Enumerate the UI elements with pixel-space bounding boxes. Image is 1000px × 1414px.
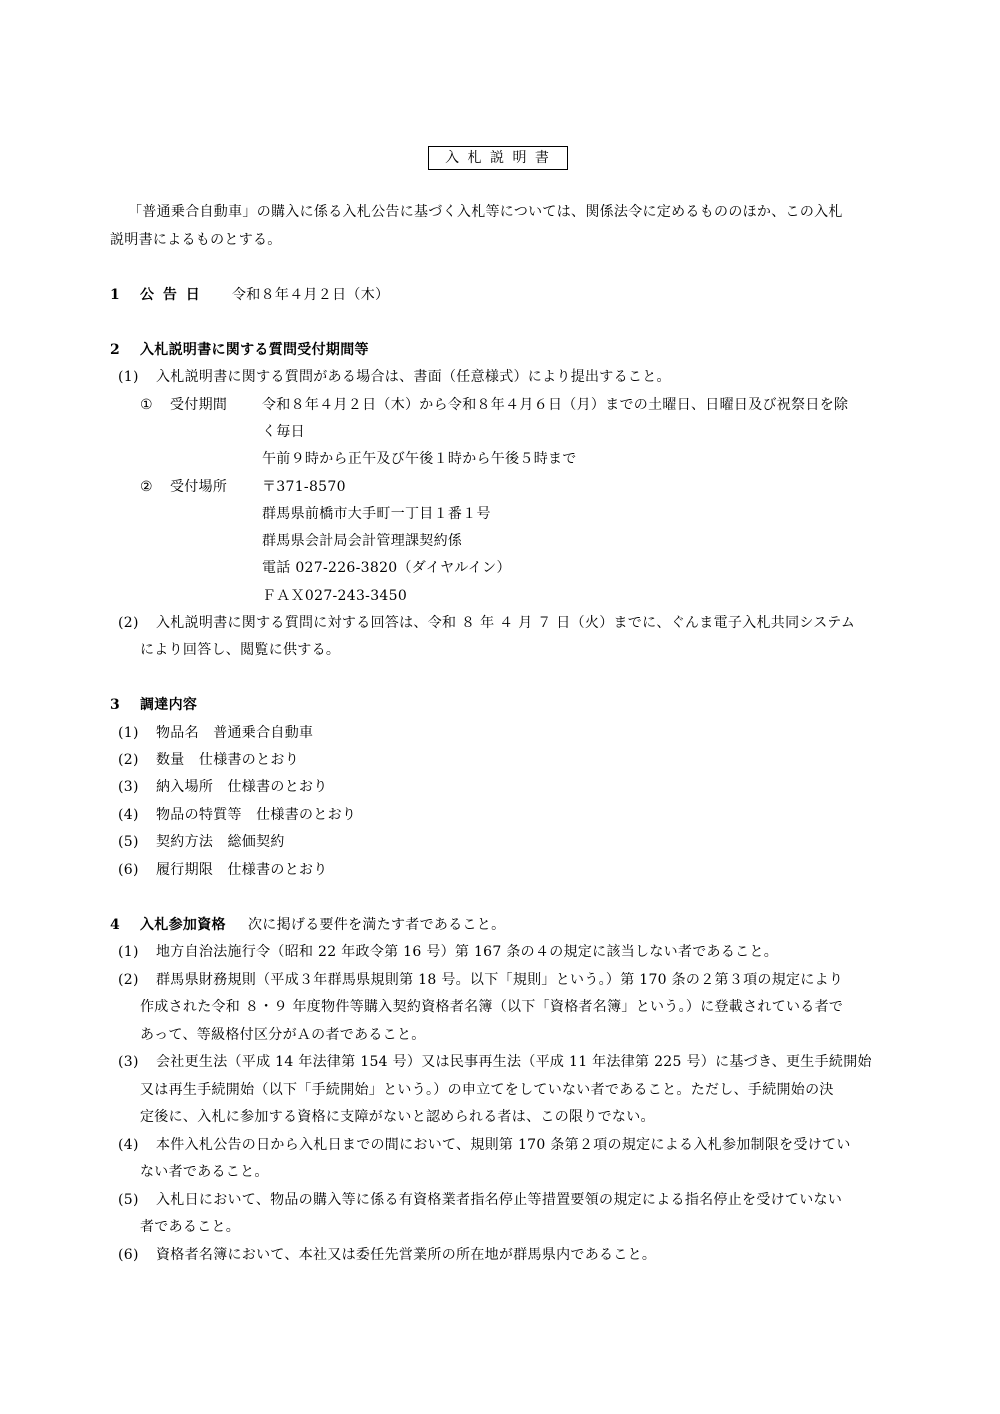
s4-item-5-line-1: 入札日において、物品の購入等に係る有資格業者指名停止等措置要領の規定による指名停止を受けていない (156, 1192, 843, 1208)
s4-item-2-line-1: 群馬県財務規則（平成３年群馬県規則第 18 号。以下「規則」という。）第 170 条の２第３項の規定により (156, 972, 844, 988)
s3-item-text: 数量 仕様書のとおり (156, 752, 299, 768)
s2-point-2-mark: ② (140, 479, 153, 495)
s2-point-2-line-2: 群馬県前橋市大手町一丁目１番１号 (262, 506, 491, 522)
section-2-number: 2 (110, 342, 121, 358)
s2-point-2-label: 受付場所 (170, 479, 228, 495)
s2-point-1-line-1: 令和８年４月２日（木）から令和８年４月６日（月）までの土曜日、日曜日及び祝祭日を除 (262, 397, 849, 413)
s4-item-1-mark: (1) (118, 944, 139, 960)
section-1-heading: 公 告 日 (140, 287, 202, 303)
section-1-value: 令和８年４月２日（木） (232, 287, 390, 303)
s2-point-1-line-3: 午前９時から正午及び午後１時から午後５時まで (262, 451, 577, 467)
s4-item-4-line-1: 本件入札公告の日から入札日までの間において、規則第 170 条第２項の規定による入札参加制限を受けてい (156, 1137, 851, 1153)
s4-item-3-line-2: 又は再生手続開始（以下「手続開始」という。）の申立てをしていない者であること。ただし、手続開始の決 (140, 1082, 834, 1098)
s4-item-3-mark: (3) (118, 1054, 139, 1070)
section-3-number: 3 (110, 697, 121, 713)
s3-item-text: 物品名 普通乗合自動車 (156, 725, 314, 741)
section-4-number: 4 (110, 917, 121, 933)
s4-item-5-mark: (5) (118, 1192, 139, 1208)
s4-item-3-line-3: 定後に、入札に参加する資格に支障がないと認められる者は、この限りでない。 (140, 1109, 655, 1125)
s2-point-2-line-4: 電話 027-226-3820（ダイヤルイン） (262, 560, 511, 576)
s3-item-mark: (3) (118, 779, 139, 795)
s4-item-2-mark: (2) (118, 972, 139, 988)
intro-line-2: 説明書によるものとする。 (110, 232, 282, 248)
section-4-lead: 次に掲げる要件を満たす者であること。 (248, 917, 506, 933)
s2-item-2-mark: (2) (118, 615, 139, 631)
s2-point-2-line-5: ＦＡＸ027-243-3450 (262, 588, 408, 604)
s2-point-2-line-3: 群馬県会計局会計管理課契約係 (262, 533, 463, 549)
s3-item-mark: (2) (118, 752, 139, 768)
section-3-heading: 調達内容 (140, 697, 198, 713)
s3-item-mark: (5) (118, 834, 139, 850)
s4-item-4-mark: (4) (118, 1137, 139, 1153)
section-1-number: 1 (110, 287, 121, 303)
s4-item-2-line-2: 作成された令和 ８・９ 年度物件等購入契約資格者名簿（以下「資格者名簿」という。）に登載されている者で (140, 999, 844, 1015)
s2-item-1-text: 入札説明書に関する質問がある場合は、書面（任意様式）により提出すること。 (156, 369, 671, 385)
s3-item-text: 契約方法 総価契約 (156, 834, 285, 850)
s4-item-6-mark: (6) (118, 1247, 139, 1263)
s2-point-1-mark: ① (140, 397, 153, 413)
s2-point-1-label: 受付期間 (170, 397, 228, 413)
section-4-heading: 入札参加資格 (140, 917, 226, 933)
s4-item-4-line-2: ない者であること。 (140, 1164, 269, 1180)
s4-item-6-line-1: 資格者名簿において、本社又は委任先営業所の所在地が群馬県内であること。 (156, 1247, 657, 1263)
s2-item-2-line-1: 入札説明書に関する質問に対する回答は、令和 ８ 年 ４ 月 ７ 日（火）までに、ぐんま電子入札共同システム (156, 615, 856, 631)
s3-item-mark: (1) (118, 725, 139, 741)
document-title: 入 札 説 明 書 (428, 146, 568, 170)
intro-line-1: 「普通乗合自動車」の購入に係る入札公告に基づく入札等については、関係法令に定めるもののほか、この入札 (128, 204, 843, 220)
s4-item-2-line-3: あって、等級格付区分がＡの者であること。 (140, 1027, 426, 1043)
s3-item-text: 履行期限 仕様書のとおり (156, 862, 328, 878)
s3-item-mark: (6) (118, 862, 139, 878)
s4-item-1-line-1: 地方自治法施行令（昭和 22 年政令第 16 号）第 167 条の４の規定に該当しない者であること。 (156, 944, 779, 960)
s2-point-2-line-1: 〒371-8570 (262, 479, 346, 495)
s3-item-text: 納入場所 仕様書のとおり (156, 779, 328, 795)
section-2-heading: 入札説明書に関する質問受付期間等 (140, 342, 369, 358)
s4-item-3-line-1: 会社更生法（平成 14 年法律第 154 号）又は民事再生法（平成 11 年法律第 225 号）に基づき、更生手続開始 (156, 1054, 872, 1070)
s3-item-text: 物品の特質等 仕様書のとおり (156, 807, 357, 823)
s3-item-mark: (4) (118, 807, 139, 823)
s2-point-1-line-2: く毎日 (262, 424, 305, 440)
s4-item-5-line-2: 者であること。 (140, 1219, 241, 1235)
s2-item-2-line-2: により回答し、閲覧に供する。 (140, 642, 341, 658)
s2-item-1-mark: (1) (118, 369, 139, 385)
